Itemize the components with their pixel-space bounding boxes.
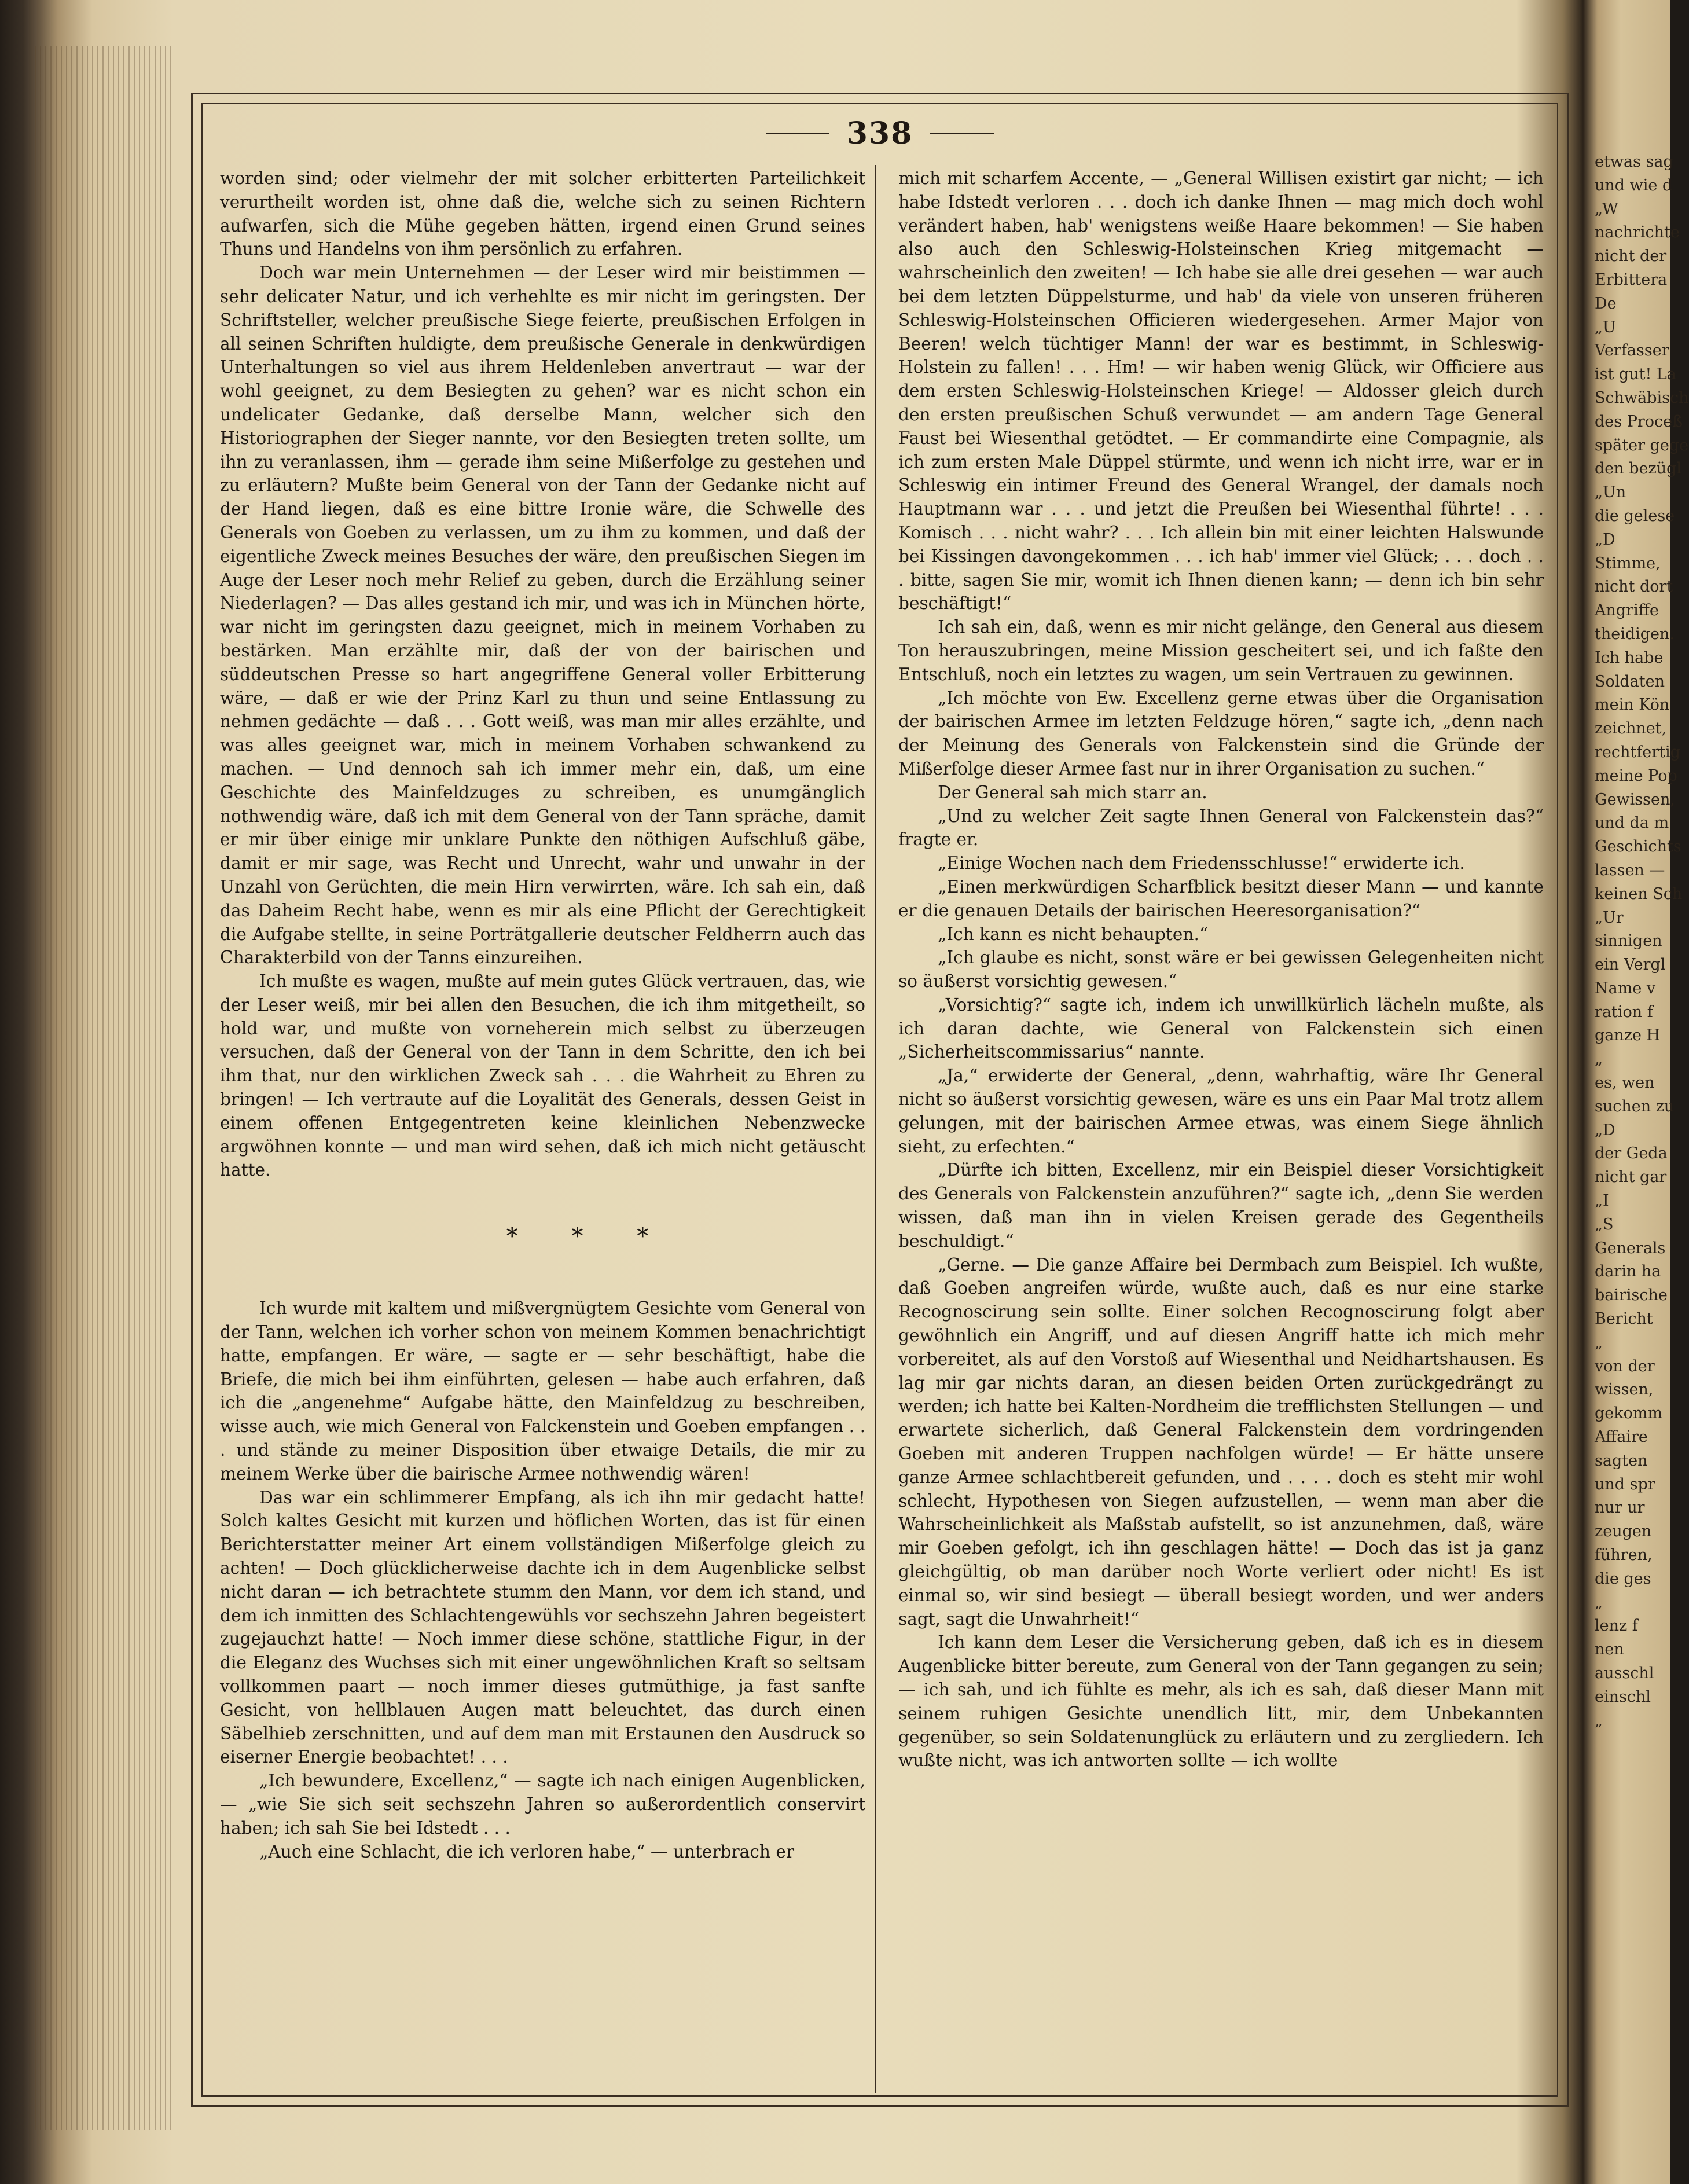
page-number: 338 <box>846 115 913 151</box>
next-page-line: zeichnet, <box>1595 720 1667 738</box>
next-page-line: ration f <box>1595 1003 1653 1021</box>
section-break-asterism: * * * <box>506 1223 649 1250</box>
header-rule-right <box>930 133 994 134</box>
next-page-line: ist gut! La <box>1595 365 1676 384</box>
next-page-line: Affaire <box>1595 1428 1648 1447</box>
paragraph: Der General sah mich starr an. <box>938 782 1207 802</box>
next-page-line: Generals <box>1595 1239 1666 1257</box>
next-page-line: mein Kön <box>1595 696 1670 714</box>
left-column <box>220 167 865 1863</box>
next-page-line: De <box>1595 294 1617 313</box>
next-page-line: später gege <box>1595 436 1689 454</box>
next-page-line: Schwäbisch <box>1595 388 1689 407</box>
next-page-line: nachrichte <box>1595 223 1680 242</box>
paragraph: „Ich glaube es nicht, sonst wäre er bei gewissen Gelegenheiten nicht so äußerst vorsichtig gewesen.“ <box>898 948 1544 992</box>
next-page-line: nen <box>1595 1640 1624 1659</box>
paragraph: Doch war mein Unternehmen — der Leser wird mir beistimmen — sehr delicater Natur, und ich verhehlte es mir nicht im geringsten. Der Schriftsteller, welcher preußische Siege feierte, preußischen Erfolgen in all seinen Schriften huldigte, dem preußische Generale in denkwürdigen Unterhaltungen so viel aus ihrem Heldenleben anvertraut — war der wohl geeignet, zu dem Besiegten zu gehen? war es nicht schon ein undelicater Gedanke, daß derselbe Mann, welcher sich den Historiographen der Sieger nannte, vor den Besiegten treten sollte, um ihn zu veranlassen, ihm — gerade ihm seine Mißerfolge zu gestehen und zu erläutern? Mußte beim General von der Tann der Gedanke nicht auf der Hand liegen, daß es eine bittre Ironie wäre, die Schwelle des Generals von Goeben zu verlassen, um zu ihm zu kommen, und daß der eigentliche Zweck meines Besuches der wäre, den preußischen Siegen im Auge der Leser noch mehr Relief zu geben, durch die Erzählung seiner Niederlagen? — Das alles gestand ich mir, und was ich in München hörte, war nicht im geringsten dazu geeignet, mich in meinem Vorhaben zu bestärken. Man erzählte mir, daß der von der bairischen und süddeutschen Presse so hart angegriffene General voller Erbitterung wäre, — daß er wie der Prinz Karl zu thun und seine Entlassung zu nehmen gedächte — daß . . . Gott weiß, was man mir alles erzählte, und was alles geeignet war, mich in meinem Vorhaben schwankend zu machen. — Und dennoch sah ich immer mehr ein, daß, um eine Geschichte des Mainfeldzuges zu schreiben, es unumgänglich nothwendig wäre, daß ich mit dem General von der Tann spräche, damit er mir über einige mir unklare Punkte den nöthigen Aufschluß gäbe, damit er mir sage, was Recht und Unrecht, wahr und unwahr in der Unzahl von Gerüchten, die mein Hirn verwirrten, wäre. Ich sah ein, daß das Daheim Recht habe, wenn es mir als eine Pflicht der Gerechtigkeit die Aufgabe stellte, in seine Porträtgallerie deutscher Feldherrn auch das Charakterbild von der Tanns einzureihen. <box>220 263 865 968</box>
next-page-line: Angriffe <box>1595 601 1659 620</box>
next-page-line: ganze H <box>1595 1026 1661 1045</box>
next-page-line: die ges <box>1595 1569 1651 1588</box>
next-page-line: und da m <box>1595 814 1669 832</box>
next-page-line: lenz f <box>1595 1617 1638 1635</box>
next-page-line: Geschichts <box>1595 838 1681 856</box>
next-page-line: Ich habe <box>1595 648 1664 667</box>
next-page-line: Gewissen, <box>1595 790 1675 809</box>
next-page-line: „D <box>1595 1121 1615 1139</box>
next-page-line: es, wen <box>1595 1074 1655 1092</box>
next-page-fragment <box>1595 151 1689 2061</box>
next-page-line: meine Pop <box>1595 766 1677 785</box>
next-page-line: und spr <box>1595 1475 1655 1493</box>
next-page-line: Bericht <box>1595 1310 1653 1328</box>
next-page-line: nur ur <box>1595 1499 1645 1517</box>
paragraph: mich mit scharfem Accente, — „General Willisen existirt gar nicht; — ich habe Idstedt verloren . . . doch ich danke Ihnen — mag mich doch wohl verändert haben, hab' wenigstens weiße Haare bekommen! — Sie haben also auch den Schleswig-Holsteinschen Krieg mitgemacht — wahrscheinlich den zweiten! — Ich habe sie alle drei gesehen — war auch bei dem letzten Düppelsturme, und hab' da viele von unseren früheren Schleswig-Holsteinschen Officieren wiedergesehen. Armer Major von Beeren! welch tüchtiger Mann! der war es bestimmt, in Schleswig-Holstein zu fallen! . . . Hm! — wir haben wenig Glück, wir Officiere aus dem ersten Schleswig-Holsteinschen Kriege! — Aldosser gleich durch den ersten preußischen Schuß verwundet — am andern Tage General Faust bei Wiesenthal getödtet. — Er commandirte eine Compagnie, als ich zum ersten Male Düppel stürmte, und wenn ich nicht irre, war er in Schleswig ein intimer Freund des General Wrangel, der damals noch Hauptmann war . . . und jetzt die Preußen bei Wiesenthal führte! . . . Komisch . . . nicht wahr? . . . Ich allein bin mit einer leichten Halswunde bei Kissingen davongekommen . . . ich hab' immer viel Glück; . . . doch . . . bitte, sagen Sie mir, womit ich Ihnen dienen kann; — denn ich bin sehr beschäftigt!“ <box>898 168 1544 614</box>
next-page-line: führen, <box>1595 1546 1653 1565</box>
right-column <box>898 167 1544 1772</box>
next-page-line: suchen zu <box>1595 1097 1675 1115</box>
paragraph: Ich kann dem Leser die Versicherung geben, daß ich es in diesem Augenblicke bitter bereute, zum General von der Tann gegangen zu sein; — ich sah, und ich fühlte es mehr, als ich es sah, daß dieser Mann mit seinem ruhigen Gesichte unendlich litt, mir, dem Unbekannten gegenüber, so sein Soldatenunglück zu erläutern und zu zergliedern. Ich wußte nicht, was ich antworten sollte — ich wollte <box>898 1632 1544 1771</box>
next-page-line: nicht dort <box>1595 578 1673 596</box>
next-page-line: Stimme, <box>1595 554 1661 572</box>
next-page-line: Erbittera <box>1595 270 1668 289</box>
next-page-line: etwas sag <box>1595 153 1673 171</box>
next-page-line: gekomm <box>1595 1404 1663 1423</box>
next-page-line: sinnigen <box>1595 932 1662 950</box>
paragraph: „Vorsichtig?“ sagte ich, indem ich unwillkürlich lächeln mußte, als ich daran dachte, wie General von Falckenstein sich einen „Sicherheitscommissarius“ nannte. <box>898 994 1544 1062</box>
next-page-line: „I <box>1595 1192 1609 1210</box>
next-page-line: „ <box>1595 1593 1603 1612</box>
next-page-line: Name v <box>1595 979 1656 997</box>
next-page-line: der Geda <box>1595 1144 1668 1163</box>
paragraph: „Dürfte ich bitten, Excellenz, mir ein Beispiel dieser Vorsichtigkeit des Generals von Falckenstein anzuführen?“ sagte ich, „denn Sie werden wissen, daß man ihn in vielen Kreisen gerade des Gegentheils beschuldigt.“ <box>898 1160 1544 1251</box>
next-page-line: einschl <box>1595 1687 1651 1706</box>
column-divider <box>875 165 876 2093</box>
next-page-line: und wie d <box>1595 176 1673 194</box>
next-page-line: Soldaten <box>1595 672 1665 691</box>
next-page-line: theidigen. <box>1595 625 1675 643</box>
next-page-line: „W <box>1595 200 1618 218</box>
paragraph: Ich wurde mit kaltem und mißvergnügtem Gesichte vom General von der Tann, welchen ich vorher schon von meinem Kommen benachrichtigt hatte, empfangen. Er wäre, — sagte er — sehr beschäftigt, habe die Briefe, die mich bei ihm einführten, gelesen — habe auch erfahren, daß ich die „angenehme“ Aufgabe hätte, den Mainfeldzug zu beschreiben, wisse auch, wie mich General von Falckenstein und Goeben empfangen . . . und stände zu meiner Disposition über etwaige Details, die mir zu meinem Werke über die bairische Armee nothwendig wären! <box>220 1298 865 1484</box>
next-page-line: „S <box>1595 1215 1614 1234</box>
next-page-line: nicht gar <box>1595 1168 1667 1187</box>
next-page-line: sagten <box>1595 1451 1648 1470</box>
paragraph: „Ja,“ erwiderte der General, „denn, wahrhaftig, wäre Ihr General nicht so äußerst vorsichtig gewesen, wäre es uns ein Paar Mal trotz allem gelungen, mit der bairischen Armee etwas, was einem Siege ähnlich sieht, zu erfechten.“ <box>898 1066 1544 1157</box>
paragraph: „Einige Wochen nach dem Friedensschlusse!“ erwiderte ich. <box>938 853 1465 873</box>
book-page-edges <box>35 46 174 2130</box>
paragraph: „Auch eine Schlacht, die ich verloren habe,“ — unterbrach er <box>259 1841 795 1862</box>
paragraph: Das war ein schlimmerer Empfang, als ich ihn mir gedacht hatte! Solch kaltes Gesicht mit kurzen und höflichen Worten, das ist für einen Berichterstatter meiner Art einem vollständigen Mißerfolge gleich zu achten! — Doch glücklicherweise dachte ich in dem Augenblicke selbst nicht daran — ich betrachtete stumm den Mann, vor dem ich stand, und dem ich inmitten des Schlachtengewühls vor sechszehn Jahren begeistert zugejauchzt hatte! — Noch immer diese schöne, stattliche Figur, in der die Eleganz des Wuchses sich mit einer ungewöhnlichen Kraft so seltsam vollkommen paart — noch immer dieses gutmüthige, ja fast sanfte Gesicht, von hellblauen Augen matt beleuchtet, das durch einen Säbelhieb zerschnitten, und auf dem man mit Erstaunen den Ausdruck so eiserner Energie beobachtet! . . . <box>220 1487 865 1767</box>
paragraph: „Ich kann es nicht behaupten.“ <box>938 924 1208 944</box>
paragraph: „Einen merkwürdigen Scharfblick besitzt dieser Mann — und kannte er die genauen Details der bairischen Heeresorganisation?“ <box>898 876 1544 920</box>
next-page-line: ein Vergl <box>1595 956 1666 974</box>
paragraph: „Gerne. — Die ganze Affaire bei Dermbach zum Beispiel. Ich wußte, daß Goeben angreifen würde, wußte auch, daß es nur eine starke Recognoscirung sein sollte. Einer solchen Recognoscirung folgt aber gewöhnlich ein Angriff, und auf diesen Angriff hatte ich mich mehr vorbereitet, als auf den Vorstoß auf Wiesenthal und Neidhartshausen. Es lag mir gar nichts daran, an diesen beiden Orten zurückgedrängt zu werden; ich hatte bei Kalten-Nordheim die trefflichsten Stellungen — und erwartete sicherlich, daß General Falckenstein dem vordringenden Goeben mit anderen Truppen nachfolgen würde! — Er hätte unsere ganze Armee schlachtbereit gefunden, und . . . . doch es steht mir wohl schlecht, Hypothesen von Siegen aufzustellen, — wenn man aber die Wahrscheinlichkeit als Maßstab aufstellt, so ist anzunehmen, daß, wäre mir Goeben gefolgt, ich ihn geschlagen hätte! — Doch das ist ja ganz gleichgültig, ob man darüber noch Worte verliert oder nicht! Es ist einmal so, wir sind besiegt — überall besiegt worden, und wer anders sagt, sagt die Unwahrheit!“ <box>898 1254 1544 1629</box>
next-page-line: ausschl <box>1595 1664 1654 1682</box>
next-page-line: wissen, <box>1595 1381 1654 1399</box>
next-page-line: die gelese <box>1595 506 1675 525</box>
page-header <box>201 110 1558 156</box>
next-page-line: nicht der <box>1595 247 1667 266</box>
next-page-line: „D <box>1595 530 1615 549</box>
next-page-line: „Ur <box>1595 908 1624 927</box>
next-page-line: darin ha <box>1595 1262 1661 1281</box>
paragraph: Ich mußte es wagen, mußte auf mein gutes Glück vertrauen, das, wie der Leser weiß, mir bei allen den Besuchen, die ich ihm mitgetheilt, so hold war, und mußte von vorneherein mich selbst zu überzeugen versuchen, daß der General von der Tann in dem Schritte, den ich bei ihm that, nur den wirklichen Zweck sah . . . die Wahrheit zu Ehren zu bringen! — Ich vertraute auf die Loyalität des Generals, dessen Geist in einem offenen Entgegentreten keine kleinlichen Nebenzwecke argwöhnen konnte — und man wird sehen, daß ich mich nicht getäuscht hatte. <box>220 971 865 1180</box>
next-page-line: lassen — <box>1595 861 1665 879</box>
next-page-line: den bezügl <box>1595 460 1682 478</box>
next-page-line: von der <box>1595 1357 1655 1375</box>
next-page-line: des Proceß <box>1595 412 1683 431</box>
next-page-line: „ <box>1595 1333 1603 1352</box>
next-page-line: „ <box>1595 1050 1603 1069</box>
paragraph: „Ich bewundere, Excellenz,“ — sagte ich nach einigen Augenblicken, — „wie Sie sich seit sechszehn Jahren so außerordentlich conservirt haben; ich sah Sie bei Idstedt . . . <box>220 1771 865 1838</box>
next-page-line: bairische <box>1595 1286 1668 1305</box>
paragraph: Ich sah ein, daß, wenn es mir nicht gelänge, den General aus diesem Ton herauszubringen, meine Mission gescheitert sei, und ich faßte den Entschluß, noch ein letztes zu wagen, um sein Vertrauen zu gewinnen. <box>898 617 1544 684</box>
paragraph: „Ich möchte von Ew. Excellenz gerne etwas über die Organisation der bairischen Armee im letzten Feldzuge hören,“ sagte ich, „denn nach der Meinung des Generals von Falckenstein sind die Gründe der Mißerfolge dieser Armee fast nur in ihrer Organisation zu suchen.“ <box>898 688 1544 779</box>
next-page-line: „Un <box>1595 483 1626 502</box>
next-page-line: Verfasser <box>1595 342 1669 360</box>
next-page-line: rechtfertig <box>1595 743 1680 761</box>
next-page-line: zeugen <box>1595 1522 1652 1541</box>
next-page-line: „ <box>1595 1711 1603 1730</box>
header-rule-left <box>766 133 829 134</box>
next-page-line: „U <box>1595 318 1616 336</box>
paragraph: worden sind; oder vielmehr der mit solcher erbitterten Parteilichkeit verurtheilt worden ist, ohne daß die, welche sich zu seinen Richtern aufwarfen, sich die Mühe gegeben hätten, irgend einen Grund seines Thuns und Handelns von ihm persönlich zu erfahren. <box>220 168 865 259</box>
paragraph: „Und zu welcher Zeit sagte Ihnen General von Falckenstein das?“ fragte er. <box>898 806 1544 850</box>
next-page-line: keinen Sch <box>1595 884 1683 903</box>
